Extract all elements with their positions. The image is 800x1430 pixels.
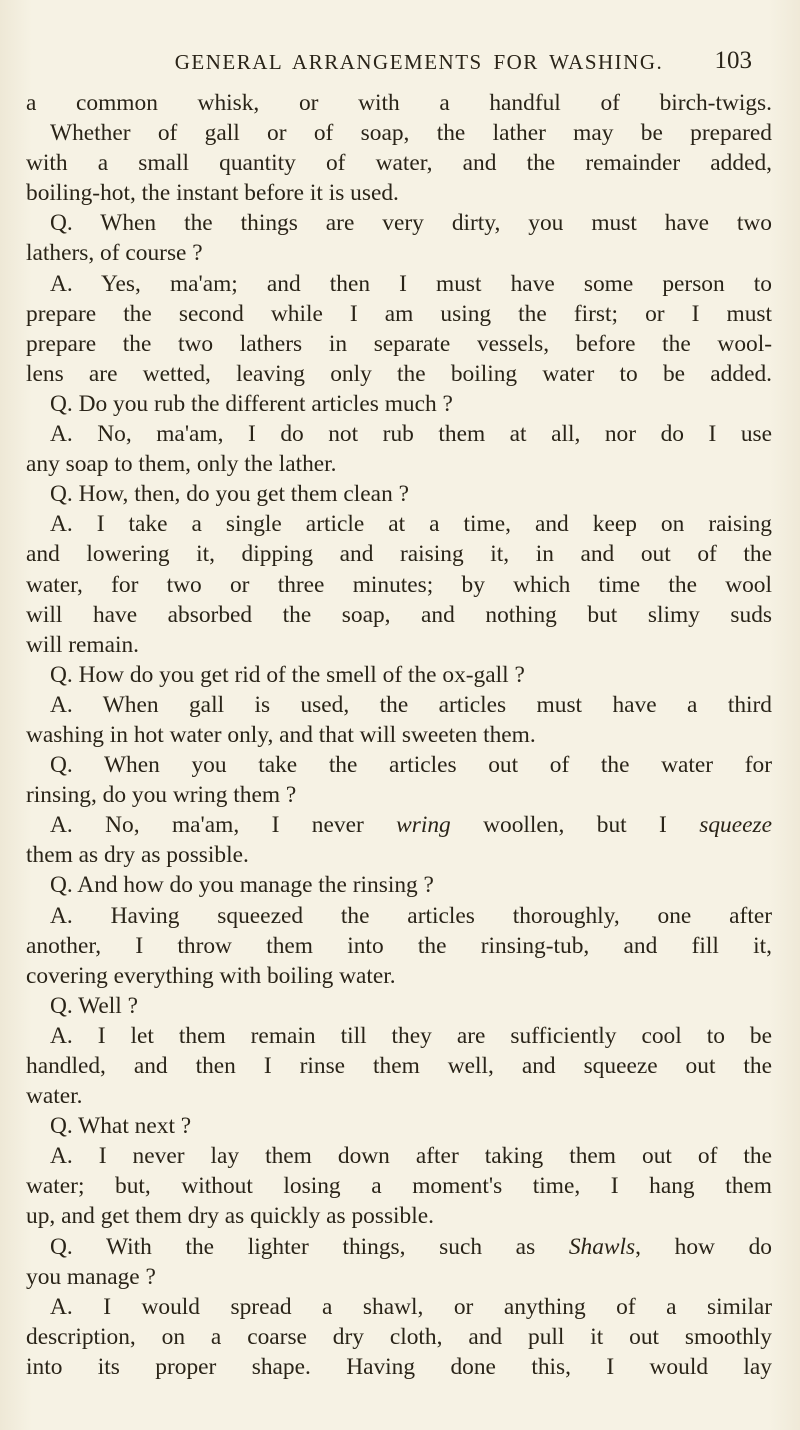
- text-line: any soap to them, only the lather.: [26, 451, 337, 478]
- text-line: into its proper shape. Having done this, I would lay: [26, 1353, 772, 1380]
- text-line: prepare the two lathers in separate vessels, before the wool-: [26, 330, 772, 357]
- text-line: up, and get them dry as quickly as possible.: [26, 1203, 434, 1230]
- answer-line: A. Yes, ma'am; and then I must have some person to: [50, 270, 772, 297]
- question-line: Q. How, then, do you get them clean ?: [50, 481, 409, 508]
- body-text: [26, 88, 772, 1382]
- italic-word: squeeze: [699, 812, 772, 839]
- text-line: another, I throw them into the rinsing-tub, and fill it,: [26, 932, 772, 959]
- line-segment: woollen, but I: [450, 812, 700, 839]
- text-line: with a small quantity of water, and the remainder added,: [26, 150, 772, 177]
- answer-line: A. No, ma'am, I do not rub them at all, nor do I use: [50, 421, 772, 448]
- text-line: them as dry as possible.: [26, 842, 249, 869]
- italic-word: wring: [396, 812, 451, 839]
- text-line: water, for two or three minutes; by which time the wool: [26, 571, 772, 598]
- text-line: lathers, of course ?: [26, 240, 203, 267]
- text-line: covering everything with boiling water.: [26, 962, 396, 989]
- running-title: GENERAL ARRANGEMENTS FOR WASHING.: [174, 50, 664, 74]
- text-line: you manage ?: [26, 1263, 156, 1290]
- answer-line: A. I let them remain till they are sufficiently cool to be: [50, 1022, 772, 1049]
- text-line: boiling-hot, the instant before it is used.: [26, 180, 399, 207]
- answer-line: A. I take a single article at a time, and keep on raising: [50, 511, 772, 538]
- text-line: will have absorbed the soap, and nothing but slimy suds: [26, 601, 772, 628]
- page-number: 103: [714, 47, 752, 74]
- italic-word: Shawls: [568, 1233, 636, 1260]
- running-header: [86, 47, 752, 84]
- text-line: a common whisk, or with a handful of birch-twigs.: [26, 90, 772, 116]
- text-line: water.: [26, 1083, 83, 1110]
- question-line: Q. When the things are very dirty, you must have two: [50, 210, 772, 237]
- question-line: Q. Do you rub the different articles much ?: [50, 390, 453, 417]
- answer-line: A. I would spread a shawl, or anything of a similar: [50, 1293, 772, 1320]
- text-line: and lowering it, dipping and raising it, in and out of the: [26, 541, 772, 568]
- answer-line: A. Having squeezed the articles thoroughly, one after: [50, 902, 772, 929]
- question-line: Q. What next ?: [50, 1113, 192, 1140]
- text-line: Whether of gall or of soap, the lather may be prepared: [50, 120, 772, 147]
- question-line: Q. When you take the articles out of the water for: [50, 752, 772, 779]
- answer-line: A. When gall is used, the articles must have a third: [50, 691, 772, 718]
- line-segment: Q. With the lighter things, such as: [50, 1233, 569, 1260]
- question-line: Q. How do you get rid of the smell of the ox-gall ?: [50, 661, 525, 688]
- text-line: description, on a coarse dry cloth, and pull it out smoothly: [26, 1323, 772, 1350]
- text-line: handled, and then I rinse them well, and squeeze out the: [26, 1053, 772, 1079]
- text-line: water; but, without losing a moment's time, I hang them: [26, 1173, 772, 1200]
- line-segment: A. No, ma'am, I never: [50, 812, 397, 839]
- question-line: Q. Well ?: [50, 992, 138, 1019]
- question-line: [26, 1232, 772, 1262]
- text-line: will remain.: [26, 631, 140, 658]
- answer-line: [26, 810, 772, 840]
- text-line: rinsing, do you wring them ?: [26, 782, 297, 809]
- line-segment: , how do: [635, 1233, 772, 1260]
- answer-line: A. I never lay them down after taking them out of the: [50, 1143, 772, 1170]
- text-line: lens are wetted, leaving only the boiling water to be added.: [26, 360, 772, 387]
- question-line: Q. And how do you manage the rinsing ?: [50, 872, 434, 899]
- text-line: washing in hot water only, and that will sweeten them.: [26, 721, 536, 748]
- text-line: prepare the second while I am using the first; or I must: [26, 300, 772, 327]
